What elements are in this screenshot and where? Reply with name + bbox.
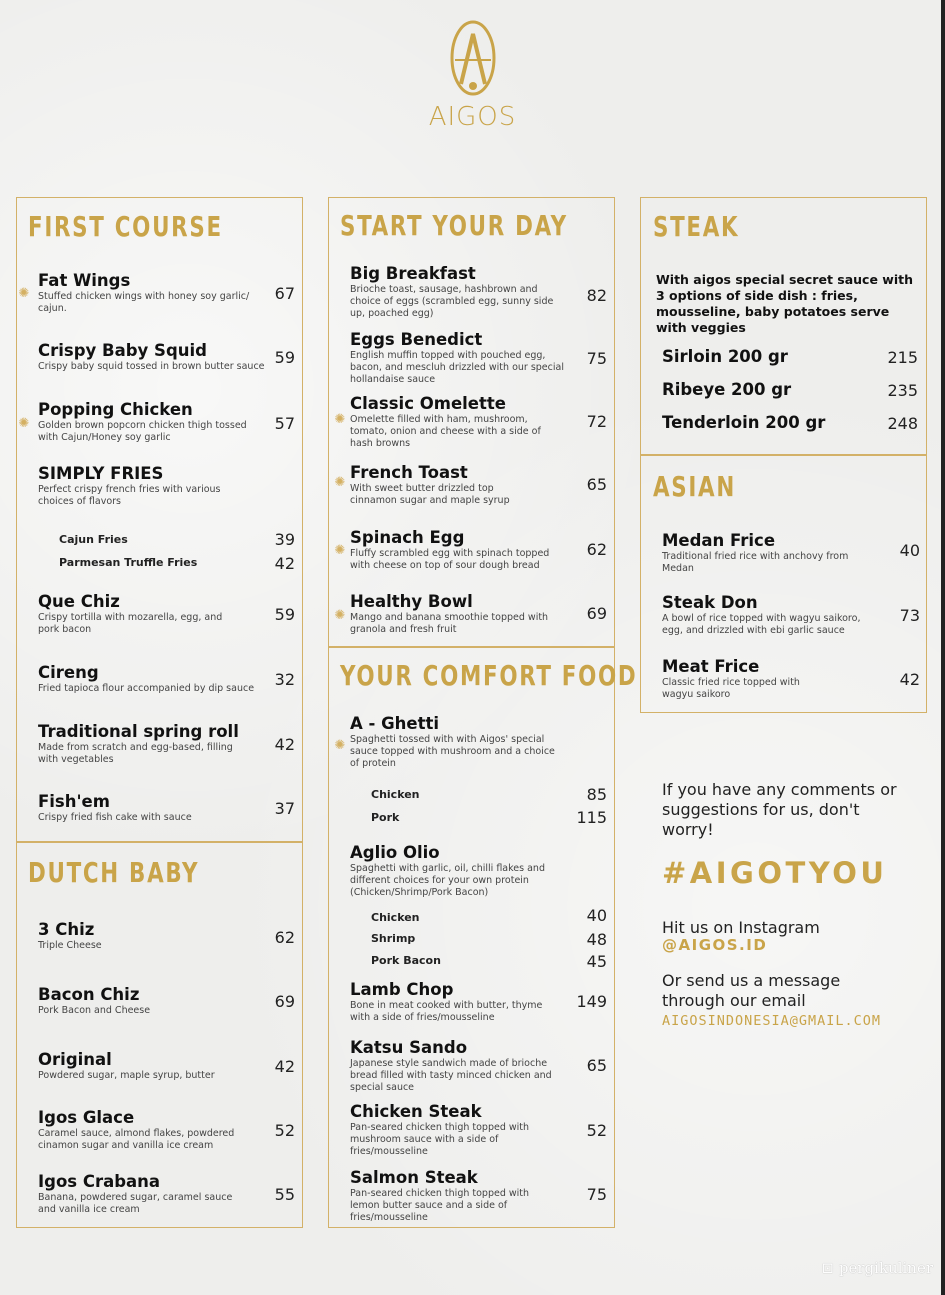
item-desc: Crispy fried fish cake with sauce bbox=[38, 812, 192, 823]
item-price: 65 bbox=[586, 475, 607, 494]
menu-item bbox=[38, 663, 278, 695]
fries-option: Cajun Fries bbox=[59, 533, 128, 546]
item-name: French Toast bbox=[350, 463, 468, 482]
item-desc: Fluffy scrambled egg with spinach topped with cheese on top of sour dough bread bbox=[350, 548, 550, 571]
protein-option-price: 85 bbox=[586, 785, 607, 804]
item-name: Steak Don bbox=[662, 593, 758, 612]
item-desc: Traditional fried rice with anchovy from Medan bbox=[662, 551, 849, 574]
item-name: Popping Chicken bbox=[38, 400, 193, 419]
item-price: 40 bbox=[899, 541, 920, 560]
item-price: 73 bbox=[899, 606, 920, 625]
flower-icon: ✺ bbox=[334, 412, 346, 427]
item-name: Cireng bbox=[38, 663, 99, 682]
menu-item bbox=[350, 528, 565, 572]
item-price: 42 bbox=[274, 1057, 295, 1076]
item-desc: Perfect crispy french fries with various choices of flavors bbox=[38, 484, 221, 507]
item-price: 42 bbox=[274, 735, 295, 754]
comments-note: If you have any comments or suggestions for us, don't worry! bbox=[662, 780, 897, 839]
item-price: 75 bbox=[586, 349, 607, 368]
menu-item bbox=[350, 592, 550, 636]
item-name: SIMPLY FRIES bbox=[38, 464, 164, 483]
item-desc: Golden brown popcorn chicken thigh tossed with Cajun/Honey soy garlic bbox=[38, 420, 247, 443]
item-price: 149 bbox=[576, 992, 607, 1011]
item-price: 59 bbox=[274, 348, 295, 367]
item-desc: Pan-seared chicken thigh topped with mushroom sauce with a side of fries/mousseline bbox=[350, 1122, 530, 1157]
item-name: Salmon Steak bbox=[350, 1168, 478, 1187]
dutch-baby-box bbox=[16, 842, 303, 1228]
steak-heading: STEAK bbox=[653, 210, 740, 243]
steak-price: 215 bbox=[887, 348, 918, 367]
item-price: 75 bbox=[586, 1185, 607, 1204]
menu-item bbox=[38, 722, 248, 766]
protein-option: Pork bbox=[371, 811, 400, 824]
page-edge bbox=[941, 0, 945, 1295]
item-name: Eggs Benedict bbox=[350, 330, 483, 349]
menu-item bbox=[662, 593, 877, 637]
menu-item bbox=[38, 592, 238, 636]
item-price: 52 bbox=[274, 1121, 295, 1140]
watermark-text: pergikuliner bbox=[838, 1259, 933, 1277]
menu-item bbox=[38, 920, 258, 952]
comfort-food-heading: YOUR COMFORT FOOD bbox=[340, 659, 638, 692]
item-desc: Pork Bacon and Cheese bbox=[38, 1005, 151, 1016]
item-price: 62 bbox=[274, 928, 295, 947]
menu-item bbox=[350, 1038, 565, 1094]
item-name: Fat Wings bbox=[38, 271, 131, 290]
protein-option-price: 48 bbox=[586, 930, 607, 949]
fries-option: Parmesan Truffle Fries bbox=[59, 556, 198, 569]
protein-option-price: 45 bbox=[586, 952, 607, 971]
menu-item bbox=[38, 341, 278, 373]
dutch-baby-heading: DUTCH BABY bbox=[28, 856, 200, 889]
item-name: Aglio Olio bbox=[350, 843, 440, 862]
item-desc: Japanese style sandwich made of brioche bread filled with tasty minced chicken and special sauce bbox=[350, 1058, 552, 1093]
protein-option: Shrimp bbox=[371, 932, 416, 945]
item-desc: With sweet butter drizzled top cinnamon sugar and maple syrup bbox=[350, 483, 510, 506]
item-name: Spinach Egg bbox=[350, 528, 465, 547]
steak-price: 248 bbox=[887, 414, 918, 433]
item-name: Big Breakfast bbox=[350, 264, 476, 283]
item-price: 37 bbox=[274, 799, 295, 818]
item-name: Katsu Sando bbox=[350, 1038, 468, 1057]
menu-item bbox=[38, 1108, 253, 1152]
asian-heading: ASIAN bbox=[653, 470, 736, 503]
item-name: Que Chiz bbox=[38, 592, 120, 611]
menu-item bbox=[38, 1050, 258, 1082]
protein-option-price: 115 bbox=[576, 808, 607, 827]
item-desc: Pan-seared chicken thigh topped with lemon butter sauce and a side of fries/mousseline bbox=[350, 1188, 530, 1223]
item-price: 59 bbox=[274, 605, 295, 624]
item-desc: English muffin topped with pouched egg, bacon, and mescluh drizzled with our special hollandaise sauce bbox=[350, 350, 564, 385]
menu-item bbox=[350, 264, 560, 320]
item-desc: A bowl of rice topped with wagyu saikoro, egg, and drizzled with ebi garlic sauce bbox=[662, 613, 861, 636]
hashtag: #AIGOTYOU bbox=[662, 856, 888, 890]
aigos-logo bbox=[420, 20, 525, 132]
item-desc: Triple Cheese bbox=[38, 940, 102, 951]
item-name: Igos Crabana bbox=[38, 1172, 161, 1191]
item-price: 69 bbox=[274, 992, 295, 1011]
item-name: Medan Frice bbox=[662, 531, 776, 550]
menu-item bbox=[350, 1102, 550, 1158]
protein-option-price: 40 bbox=[586, 906, 607, 925]
menu-item bbox=[38, 792, 268, 824]
flower-icon: ✺ bbox=[334, 543, 346, 558]
menu-item bbox=[350, 843, 565, 899]
item-price: 67 bbox=[274, 284, 295, 303]
item-name: Crispy Baby Squid bbox=[38, 341, 207, 360]
item-desc: Spaghetti with garlic, oil, chilli flakes and different choices for your own protein (Chicken/Shrimp/Pork Bacon) bbox=[350, 863, 545, 898]
watermark-icon: ⊡ bbox=[821, 1259, 835, 1277]
item-desc: Banana, powdered sugar, caramel sauce and vanilla ice cream bbox=[38, 1192, 233, 1215]
item-desc: Mango and banana smoothie topped with granola and fresh fruit bbox=[350, 612, 549, 635]
email-line: Or send us a message through our email bbox=[662, 971, 841, 1010]
item-desc: Brioche toast, sausage, hashbrown and choice of eggs (scrambled egg, sunny side up, poached egg) bbox=[350, 284, 554, 319]
menu-item bbox=[350, 394, 550, 450]
flower-icon: ✺ bbox=[334, 475, 346, 490]
protein-option: Chicken bbox=[371, 788, 420, 801]
item-desc: Caramel sauce, almond flakes, powdered cinamon sugar and vanilla ice cream bbox=[38, 1128, 235, 1151]
item-name: Chicken Steak bbox=[350, 1102, 482, 1121]
item-desc: Crispy tortilla with mozarella, egg, and pork bacon bbox=[38, 612, 223, 635]
steak-item: Sirloin 200 gr bbox=[662, 347, 788, 366]
brand-name: AIGOS bbox=[428, 102, 517, 132]
menu-item bbox=[350, 714, 560, 770]
item-price: 52 bbox=[586, 1121, 607, 1140]
item-name: Bacon Chiz bbox=[38, 985, 140, 1004]
steak-item: Ribeye 200 gr bbox=[662, 380, 792, 399]
start-your-day-heading: START YOUR DAY bbox=[340, 209, 568, 242]
item-name: Lamb Chop bbox=[350, 980, 454, 999]
menu-item bbox=[38, 1172, 253, 1216]
email-address[interactable]: AIGOSINDONESIA@GMAIL.COM bbox=[662, 1013, 882, 1029]
pergikuliner-watermark bbox=[822, 1259, 933, 1277]
item-desc: Powdered sugar, maple syrup, butter bbox=[38, 1070, 215, 1081]
instagram-line: Hit us on Instagram bbox=[662, 918, 820, 937]
instagram-handle[interactable]: @AIGOS.ID bbox=[662, 936, 768, 954]
menu-item bbox=[350, 980, 560, 1024]
item-name: Original bbox=[38, 1050, 112, 1069]
item-price: 32 bbox=[274, 670, 295, 689]
item-price: 55 bbox=[274, 1185, 295, 1204]
item-name: 3 Chiz bbox=[38, 920, 95, 939]
item-price: 42 bbox=[899, 670, 920, 689]
item-name: Healthy Bowl bbox=[350, 592, 473, 611]
protein-option: Pork Bacon bbox=[371, 954, 441, 967]
fries-option-price: 39 bbox=[274, 530, 295, 549]
item-desc: Spaghetti tossed with with Aigos' special sauce topped with mushroom and a choice of protein bbox=[350, 734, 555, 769]
item-price: 69 bbox=[586, 604, 607, 623]
item-price: 82 bbox=[586, 286, 607, 305]
first-course-heading: FIRST COURSE bbox=[28, 210, 223, 243]
flower-icon: ✺ bbox=[18, 286, 30, 301]
item-desc: Crispy baby squid tossed in brown butter sauce bbox=[38, 361, 265, 372]
menu-item bbox=[350, 330, 565, 386]
menu-item bbox=[38, 271, 266, 315]
item-name: Classic Omelette bbox=[350, 394, 506, 413]
flower-icon: ✺ bbox=[334, 608, 346, 623]
menu-item bbox=[38, 400, 248, 444]
menu-item bbox=[350, 463, 530, 507]
item-desc: Omelette filled with ham, mushroom, tomato, onion and cheese with a side of hash browns bbox=[350, 414, 541, 449]
item-price: 62 bbox=[586, 540, 607, 559]
menu-item bbox=[38, 464, 248, 508]
item-price: 72 bbox=[586, 412, 607, 431]
item-desc: Fried tapioca flour accompanied by dip sauce bbox=[38, 683, 255, 694]
item-desc: Classic fried rice topped with wagyu saikoro bbox=[662, 677, 800, 700]
item-name: A - Ghetti bbox=[350, 714, 440, 733]
steak-price: 235 bbox=[887, 381, 918, 400]
item-name: Fish'em bbox=[38, 792, 110, 811]
item-desc: Made from scratch and egg-based, filling with vegetables bbox=[38, 742, 233, 765]
item-price: 57 bbox=[274, 414, 295, 433]
item-desc: Stuffed chicken wings with honey soy garlic/ cajun. bbox=[38, 291, 250, 314]
item-name: Traditional spring roll bbox=[38, 722, 239, 741]
steak-intro: With aigos special secret sauce with 3 options of side dish : fries, mousseline, baby potatoes serve with veggies bbox=[656, 272, 913, 335]
flower-icon: ✺ bbox=[334, 738, 346, 753]
fries-option-price: 42 bbox=[274, 554, 295, 573]
steak-item: Tenderloin 200 gr bbox=[662, 413, 826, 432]
protein-option: Chicken bbox=[371, 911, 420, 924]
menu-item bbox=[350, 1168, 550, 1224]
menu-item bbox=[662, 531, 862, 575]
aigos-monogram-icon bbox=[445, 20, 501, 100]
item-desc: Bone in meat cooked with butter, thyme with a side of fries/mousseline bbox=[350, 1000, 543, 1023]
item-name: Meat Frice bbox=[662, 657, 760, 676]
menu-item bbox=[662, 657, 832, 701]
item-price: 65 bbox=[586, 1056, 607, 1075]
item-name: Igos Glace bbox=[38, 1108, 135, 1127]
menu-item bbox=[38, 985, 258, 1017]
flower-icon: ✺ bbox=[18, 416, 30, 431]
